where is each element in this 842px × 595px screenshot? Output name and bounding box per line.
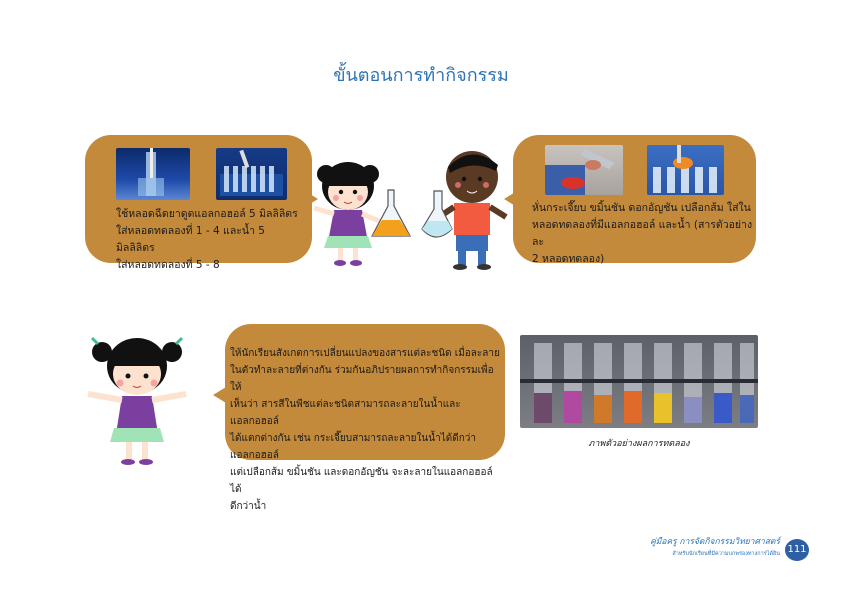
- page-number: 111: [785, 539, 809, 561]
- step-3-line: ได้แตกต่างกัน เช่น กระเจี๊ยบสามารถละลายในน้ำได้ดีกว่าแอลกอฮอล์: [230, 433, 477, 461]
- footer-subtitle: สำหรับนักเรียนที่มีความบกพร่องทางการได้ยิน: [672, 551, 780, 557]
- result-caption: ภาพตัวอย่างผลการทดลอง: [588, 439, 690, 449]
- step-2-text: [532, 200, 754, 268]
- step-3-text: [230, 345, 502, 515]
- syringe-photo: [116, 148, 190, 200]
- step-2-line: หั่นกระเจี๊ยบ ขมิ้นชัน ดอกอัญชัน เปลือกส้ม ใส่ใน: [532, 202, 751, 214]
- step-1-line: ใส่หลอดทดลองที่ 5 - 8: [116, 259, 220, 271]
- step-2-line: 2 หลอดทดลอง): [532, 253, 605, 265]
- girl-illustration: [82, 330, 192, 470]
- bubble-tail: [500, 188, 522, 210]
- page-title: ขั้นตอนการทำกิจกรรม: [333, 65, 509, 86]
- girl-with-flask-illustration: [310, 152, 418, 268]
- step-3-line: ให้นักเรียนสังเกตการเปลี่ยนแปลงของสารแต่ละชนิด เมื่อละลาย: [230, 348, 500, 359]
- step-2-line: หลอดทดลองที่มีแอลกอฮอล์ และน้ำ (สารตัวอย่างละ: [532, 219, 753, 248]
- step-1-line: ใช้หลอดฉีดยาดูดแอลกอฮอล์ 5 มิลลิลิตร: [116, 208, 298, 220]
- step-3-line: แต่เปลือกส้ม ขมิ้นชัน และดอกอัญชัน จะละลายในแอลกอฮอล์ได้: [230, 467, 493, 495]
- step-1-text: [116, 206, 306, 274]
- tubes-with-plants-photo: [647, 145, 724, 195]
- step-3-line: ดีกว่าน้ำ: [230, 501, 267, 512]
- cutting-plants-photo: [545, 145, 623, 195]
- step-3-line: เห็นว่า สารสีในพืชแต่ละชนิดสามารถละลายในน้ำและแอลกอฮอล์: [230, 399, 461, 427]
- footer-title: คู่มือครู การจัดกิจกรรมวิทยาศาสตร์: [650, 537, 780, 547]
- test-tube-rack-photo: [216, 148, 287, 200]
- bubble-tail: [209, 384, 231, 406]
- result-photo: [520, 335, 758, 428]
- step-3-line: ในตัวทำละลายที่ต่างกัน ร่วมกันอภิปรายผลการทำกิจกรรมเพื่อให้: [230, 365, 494, 393]
- step-1-line: ใส่หลอดทดลองที่ 1 - 4 และน้ำ 5 มิลลิลิตร: [116, 225, 265, 254]
